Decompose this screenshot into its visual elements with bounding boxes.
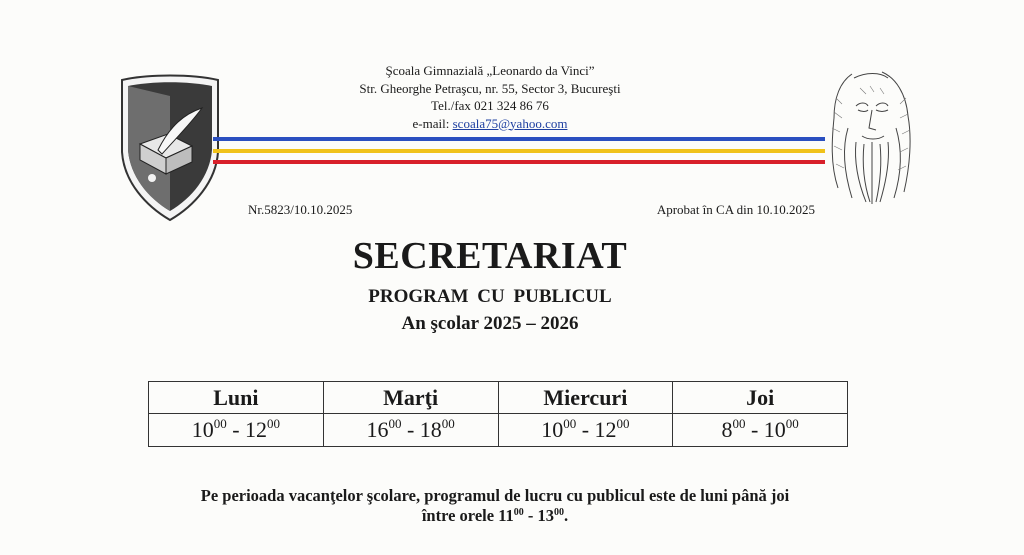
email-link[interactable]: scoala75@yahoo.com xyxy=(452,115,568,131)
hours-cell: $10^{00} - 12^{00}$ xyxy=(149,414,324,447)
day-cell: Marţi xyxy=(323,382,498,414)
vacation-note xyxy=(0,486,990,526)
end-hour: 10 xyxy=(763,417,786,442)
end-minutes: 00 xyxy=(267,416,281,431)
day-cell: Miercuri xyxy=(498,382,673,414)
email-label: e-mail: xyxy=(412,115,453,131)
start-hour: 16 xyxy=(366,417,389,442)
reference-number: Nr.5823/10.10.2025 xyxy=(248,202,353,217)
end-hour: 12 xyxy=(594,417,617,442)
school-phone: Tel./fax 021 324 86 76 xyxy=(431,98,549,113)
start-minutes: 00 xyxy=(388,416,402,431)
school-year: An şcolar 2025 – 2026 xyxy=(401,313,579,334)
end-minutes: 00 xyxy=(616,416,630,431)
day-cell: Joi xyxy=(673,382,848,414)
school-email-line xyxy=(300,115,680,133)
note-line-1: Pe perioada vacanţelor şcolare, programul de lucru cu publicul este de luni până joi xyxy=(200,486,790,505)
schedule-table xyxy=(148,381,848,447)
school-address: Str. Gheorghe Petraşcu, nr. 55, Sector 3, Bucureşti xyxy=(359,80,621,96)
schedule-days-row xyxy=(149,382,848,414)
start-minutes: 00 xyxy=(563,416,577,431)
end-minutes: 00 xyxy=(441,416,455,431)
leonardo-portrait-sketch xyxy=(822,68,916,206)
page-subtitle: PROGRAM CU PUBLICUL xyxy=(368,286,612,307)
start-minutes: 00 xyxy=(732,416,746,431)
end-hour: 18 xyxy=(419,417,442,442)
note-end-minutes: 00 xyxy=(554,507,565,518)
school-header xyxy=(300,62,680,132)
start-minutes: 00 xyxy=(213,416,227,431)
schedule-hours-row xyxy=(149,414,848,447)
note-start-hour: 11 xyxy=(498,506,514,525)
start-hour: 8 xyxy=(721,417,733,442)
start-hour: 10 xyxy=(191,417,214,442)
yellow-stripe xyxy=(213,149,825,153)
start-hour: 10 xyxy=(541,417,564,442)
approval-note: Aprobat în CA din 10.10.2025 xyxy=(656,202,815,217)
school-shield-logo xyxy=(118,74,222,224)
school-name: Şcoala Gimnazială „Leonardo da Vinci” xyxy=(385,63,595,78)
note-end-hour: 13 xyxy=(537,506,555,525)
end-minutes: 00 xyxy=(785,416,799,431)
hours-cell: $8^{00} - 10^{00}$ xyxy=(673,414,848,447)
note-prefix: între orele xyxy=(421,506,499,525)
hours-cell: $16^{00} - 18^{00}$ xyxy=(323,414,498,447)
hours-cell: $10^{00} - 12^{00}$ xyxy=(498,414,673,447)
day-cell: Luni xyxy=(149,382,324,414)
note-suffix: . xyxy=(564,506,569,525)
note-line-2: între orele $11^{00} - 13^{00}$. xyxy=(421,506,569,525)
end-hour: 12 xyxy=(245,417,268,442)
note-start-minutes: 00 xyxy=(513,507,524,518)
red-stripe xyxy=(213,160,825,164)
page-title: SECRETARIAT xyxy=(352,235,628,277)
blue-stripe xyxy=(213,137,825,141)
